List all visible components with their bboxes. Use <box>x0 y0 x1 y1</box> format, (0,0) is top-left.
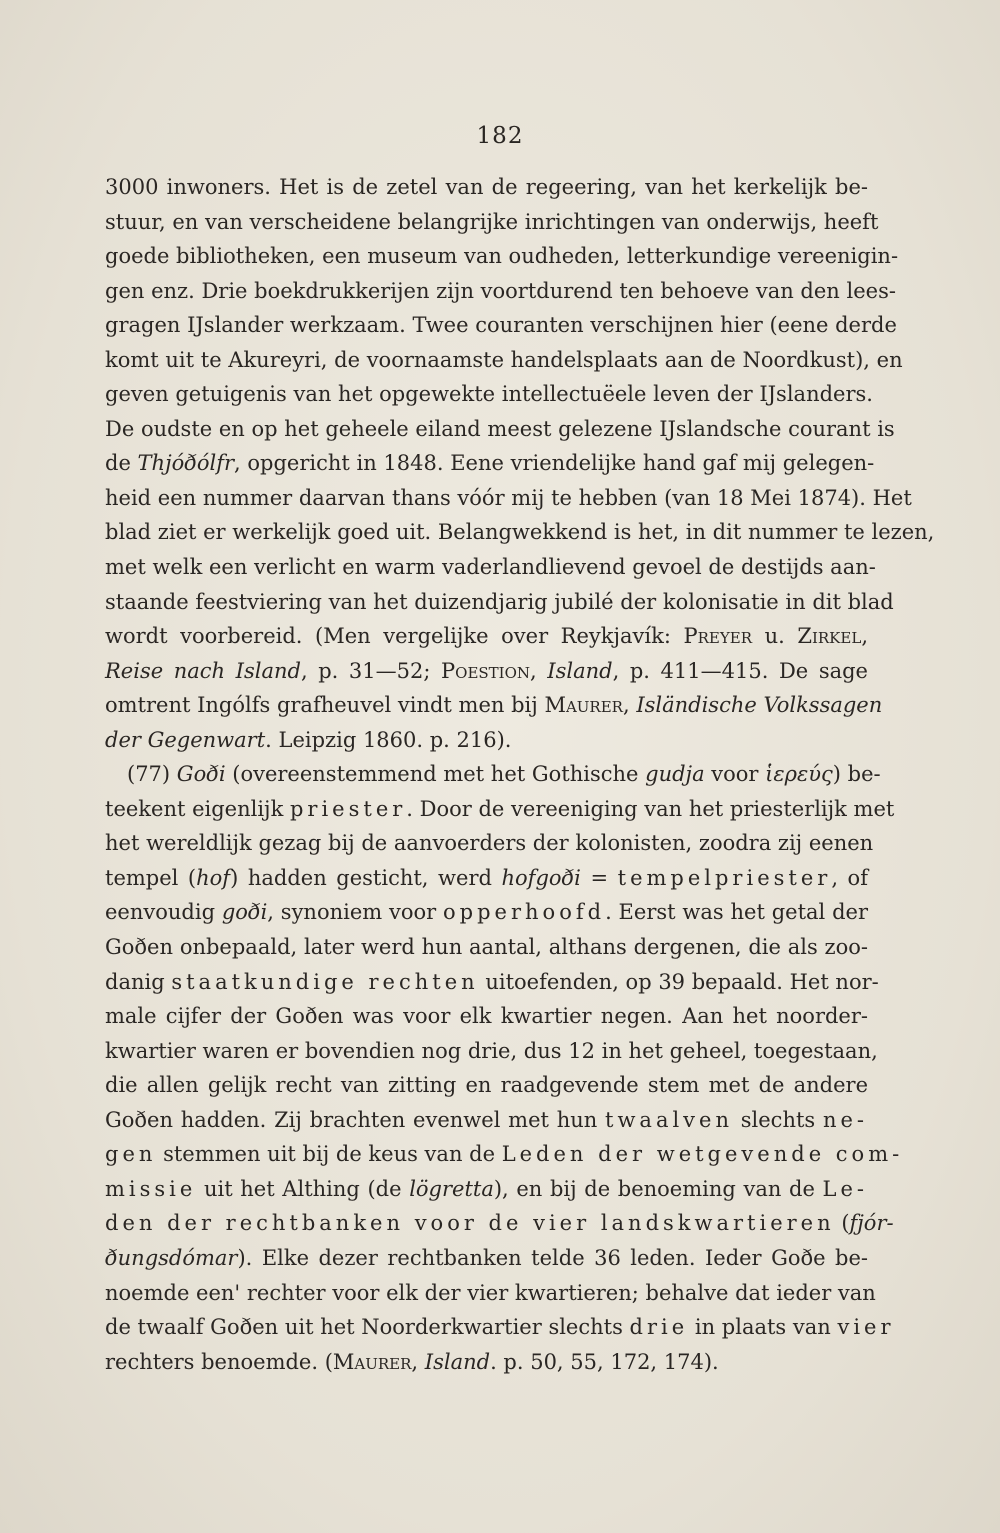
text-run: der Gegenwart <box>105 727 266 752</box>
text-line <box>105 1137 904 1172</box>
text-run: ne- <box>822 1107 868 1132</box>
text-run: Goði <box>176 762 226 787</box>
text-line <box>105 792 895 827</box>
text-line <box>105 170 868 205</box>
text-run: , of <box>831 865 868 890</box>
text-line <box>105 1172 868 1207</box>
text-run: hof <box>196 865 231 890</box>
text-run: Island <box>547 658 613 683</box>
text-line <box>105 1206 894 1241</box>
text-run: Leden der wetgevende com- <box>501 1142 904 1167</box>
text-run: staatkundige rechten <box>171 969 479 994</box>
text-run: , <box>411 1349 425 1374</box>
text-run: blad ziet er werkelijk goed uit. Belangwekkend is het, in dit nummer te lezen, <box>105 520 935 545</box>
text-line <box>105 1068 868 1103</box>
text-line <box>105 861 868 896</box>
body-text <box>105 170 935 1379</box>
text-run: 3000 inwoners. Het is de zetel van de regeering, van het kerkelijk be- <box>105 175 868 199</box>
text-line <box>105 308 897 343</box>
page-number: 182 <box>476 123 524 149</box>
text-line <box>105 619 868 654</box>
text-run: slechts <box>733 1107 823 1132</box>
text-run: de <box>105 451 138 476</box>
text-run: = <box>580 865 618 890</box>
text-run: Isländische Volkssagen <box>636 693 883 718</box>
text-line <box>105 446 875 481</box>
text-run: uitoefenden, op 39 bepaald. Het nor- <box>478 969 879 994</box>
text-run: (overeenstemmend met het Gothische <box>225 762 646 787</box>
text-run: uit het Althing (de <box>196 1176 410 1201</box>
text-run: . Eerst was het getal der <box>605 900 868 925</box>
text-line <box>105 412 895 447</box>
text-run: missie <box>105 1176 197 1201</box>
text-run: , synoniem voor <box>267 900 444 925</box>
text-run: den der rechtbanken voor de vier landskwartieren <box>105 1211 835 1236</box>
text-run: vier <box>837 1315 895 1340</box>
text-line <box>105 1241 868 1276</box>
text-run: Maurer <box>332 1349 412 1374</box>
text-run: gen enz. Drie boekdrukkerijen zijn voortdurend ten behoeve van den lees- <box>105 278 896 303</box>
text-run: , <box>530 658 548 683</box>
text-run: teekent eigenlijk <box>105 796 290 821</box>
text-run: Maurer <box>544 693 623 718</box>
text-run: Goðen onbepaald, later werd hun aantal, althans dergenen, die als zoo- <box>105 935 868 960</box>
text-run: twaalven <box>605 1107 734 1132</box>
text-run: wordt voorbereid. (Men vergelijke over Reykjavík: <box>105 624 684 649</box>
text-run: . Leipzig 1860. p. 216). <box>265 727 512 752</box>
text-run: . Door de vereeniging van het priesterlijk met <box>406 796 895 821</box>
text-line <box>105 1310 895 1345</box>
text-run: goði <box>221 900 268 925</box>
text-run: de twaalf Goðen uit het Noorderkwartier slechts <box>105 1315 630 1340</box>
text-run: tempelpriester <box>617 865 832 890</box>
text-line <box>105 757 881 792</box>
text-run: stuur, en van verscheidene belangrijke inrichtingen van onderwijs, heeft <box>105 209 879 234</box>
text-run: gragen IJslander werkzaam. Twee couranten verschijnen hier (eene derde <box>105 313 897 338</box>
text-run: opperhoofd <box>443 900 606 925</box>
text-run: geven getuigenis van het opgewekte intellectuëele leven der IJslanders. <box>105 382 873 407</box>
text-run: gudja <box>645 762 705 787</box>
text-run: komt uit te Akureyri, de voornaamste handelsplaats aan de Noordkust), en <box>105 347 903 372</box>
text-line <box>105 550 876 585</box>
text-line <box>105 239 899 274</box>
text-line <box>105 826 874 861</box>
text-run: rechters benoemde. ( <box>105 1349 333 1374</box>
text-run: stemmen uit bij de keus van de <box>156 1142 502 1167</box>
text-line <box>105 895 868 930</box>
text-line <box>105 377 873 412</box>
text-run: , opgericht in 1848. Eene vriendelijke hand gaf mij gelegen- <box>234 451 875 476</box>
text-line <box>105 1276 876 1311</box>
text-run: priester <box>289 796 407 821</box>
text-run: in plaats van <box>688 1315 838 1340</box>
text-line <box>105 1034 878 1069</box>
text-run: drie <box>629 1315 689 1340</box>
text-run: , p. 411—415. De sage <box>612 658 868 683</box>
text-run: het wereldlijk gezag bij de aanvoerders der kolonisten, zoodra zij eenen <box>105 831 874 856</box>
text-line <box>105 515 935 550</box>
text-line <box>105 481 912 516</box>
text-run: ), en bij de benoeming van de <box>493 1176 823 1201</box>
text-line <box>105 723 868 758</box>
text-line <box>105 654 868 689</box>
text-run: Preyer <box>683 624 753 649</box>
text-line <box>105 1103 868 1138</box>
text-run: ðungsdómar <box>105 1245 238 1270</box>
text-line <box>105 930 868 965</box>
text-line <box>105 343 903 378</box>
text-run: De oudste en op het geheele eiland meest gelezene IJslandsche courant is <box>105 416 895 441</box>
text-run: hofgoði <box>501 865 581 890</box>
text-run: Poestion <box>441 658 531 683</box>
text-run: (77) <box>127 762 177 787</box>
text-run: . p. 50, 55, 172, 174). <box>490 1349 719 1374</box>
text-run: tempel ( <box>105 865 197 890</box>
text-line <box>105 1345 868 1380</box>
text-line <box>105 274 896 309</box>
text-run: male cijfer der Goðen was voor elk kwartier negen. Aan het noorder- <box>105 1004 868 1029</box>
text-line <box>105 965 879 1000</box>
text-run: Zirkel <box>797 624 862 649</box>
text-run: goede bibliotheken, een museum van oudheden, letterkundige vereenigin- <box>105 244 899 269</box>
text-run: gen <box>105 1142 157 1167</box>
text-line <box>105 585 894 620</box>
text-run: die allen gelijk recht van zitting en raadgevende stem met de andere <box>105 1073 868 1098</box>
text-run: Island <box>424 1349 491 1374</box>
text-run: Thjóðólfr <box>137 451 235 476</box>
text-run: ) hadden gesticht, werd <box>230 865 502 890</box>
text-run: fjór- <box>849 1211 894 1236</box>
text-run: met welk een verlicht en warm vaderlandlievend gevoel de destijds aan- <box>105 555 876 580</box>
text-run: staande feestviering van het duizendjarig jubilé der kolonisatie in dit blad <box>105 589 894 614</box>
text-run: , p. 31—52; <box>300 658 442 683</box>
text-line <box>105 205 879 240</box>
text-run: omtrent Ingólfs grafheuvel vindt men bij <box>105 693 545 718</box>
text-line <box>105 688 883 723</box>
text-run: eenvoudig <box>105 900 222 925</box>
text-run: ( <box>834 1211 850 1236</box>
text-run: , <box>861 624 868 649</box>
text-run: lögretta <box>409 1176 494 1201</box>
text-run: ) be- <box>832 762 881 787</box>
text-line <box>105 999 868 1034</box>
text-run: Goðen hadden. Zij brachten evenwel met hun <box>105 1107 606 1132</box>
text-run: ἱερεύς <box>765 762 833 787</box>
text-run: noemde een' rechter voor elk der vier kwartieren; behalve dat ieder van <box>105 1280 876 1305</box>
text-run: u. <box>752 624 798 649</box>
text-run: heid een nummer daarvan thans vóór mij te hebben (van 18 Mei 1874). Het <box>105 485 912 510</box>
text-run: , <box>622 693 637 718</box>
text-run: Le- <box>822 1176 868 1201</box>
text-run: Reise nach Island <box>105 658 301 683</box>
text-run: ). Elke dezer rechtbanken telde 36 leden. Ieder Goðe be- <box>237 1245 868 1270</box>
text-run: danig <box>105 969 172 994</box>
text-run: voor <box>704 762 766 787</box>
text-run: kwartier waren er bovendien nog drie, dus 12 in het geheel, toegestaan, <box>105 1038 878 1063</box>
